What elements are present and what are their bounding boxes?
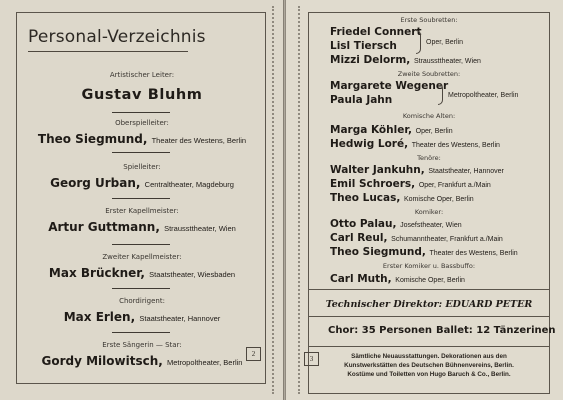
person-name: Gordy Milowitsch, bbox=[41, 354, 163, 368]
divider bbox=[112, 112, 170, 113]
person-name: Carl Muth, bbox=[330, 273, 392, 285]
stitch-dots bbox=[272, 6, 274, 394]
section-artistischer-leiter bbox=[18, 70, 266, 103]
person-name: Otto Palau, bbox=[330, 218, 397, 230]
person-entry bbox=[330, 138, 500, 152]
person-entry bbox=[330, 178, 491, 192]
chorus-count: Chor: 35 Personen bbox=[328, 325, 433, 336]
person-engagement: Komische Oper, Berlin bbox=[404, 196, 474, 203]
shared-engagement: Metropoltheater, Berlin bbox=[448, 92, 519, 99]
page-number: 2 bbox=[246, 347, 261, 361]
person-entry bbox=[330, 232, 503, 246]
person-name: Hedwig Loré, bbox=[330, 138, 409, 150]
person-name: Theo Siegmund, bbox=[37, 132, 148, 146]
person-entry bbox=[18, 310, 266, 326]
person-engagement: Centraltheater, Magdeburg bbox=[144, 180, 234, 189]
person-engagement: Komische Oper, Berlin bbox=[395, 277, 465, 284]
divider bbox=[112, 288, 170, 289]
person-engagement: Straussttheater, Wien bbox=[413, 58, 481, 65]
divider bbox=[112, 332, 170, 333]
person-name: Marga Köhler, bbox=[330, 124, 412, 136]
person-entry bbox=[330, 124, 453, 138]
person-engagement: Theater des Westens, Berlin bbox=[429, 250, 518, 257]
role-label: Erster Kapellmeister: bbox=[105, 207, 179, 215]
person-name: Gustav Bluhm bbox=[81, 87, 203, 103]
role-label-erster-komiker: Erster Komiker u. Bassbuffo: bbox=[382, 262, 476, 270]
person-entry bbox=[330, 246, 518, 260]
role-label: Erste Sängerin — Star: bbox=[102, 341, 182, 349]
technical-director: Technischer Direktor: EDUARD PETER bbox=[325, 299, 533, 310]
divider bbox=[112, 198, 170, 199]
stitch-dots bbox=[298, 6, 300, 394]
person-entry bbox=[330, 218, 462, 232]
role-label-tenoere: Tenöre: bbox=[417, 154, 441, 162]
person-entry bbox=[330, 164, 504, 178]
section-erste-saengerin bbox=[18, 340, 266, 370]
divider bbox=[112, 152, 170, 153]
role-label-komische-alten: Komische Alten: bbox=[402, 112, 456, 120]
shared-engagement: Oper, Berlin bbox=[426, 39, 463, 46]
person-entry bbox=[330, 192, 474, 206]
person-engagement: Theater des Westens, Berlin bbox=[411, 142, 500, 149]
role-label-komiker: Komiker: bbox=[414, 208, 444, 216]
role-label-erste-soubretten: Erste Soubretten: bbox=[400, 16, 458, 24]
section-zweiter-kapellmeister bbox=[18, 252, 266, 282]
role-label: Zweiter Kapellmeister: bbox=[102, 253, 182, 261]
person-engagement: Straussttheater, Wien bbox=[164, 224, 236, 233]
role-label: Oberspielleiter: bbox=[115, 119, 169, 127]
person-engagement: Metropoltheater, Berlin bbox=[167, 358, 243, 367]
right-page bbox=[286, 0, 563, 400]
ballet-count: Ballet: 12 Tänzerinen bbox=[436, 325, 556, 336]
person-entry bbox=[18, 176, 266, 192]
person-entry bbox=[18, 354, 266, 370]
person-name: Margarete Wegener bbox=[330, 80, 449, 92]
person-engagement: Staatstheater, Hannover bbox=[428, 168, 504, 175]
person-engagement: Theater des Westens, Berlin bbox=[151, 136, 247, 145]
person-entry bbox=[330, 273, 465, 287]
person-name: Max Erlen, bbox=[63, 310, 136, 324]
person-engagement: Staatstheater, Hannover bbox=[139, 314, 221, 323]
section-oberspielleiter bbox=[18, 118, 266, 148]
person-name: Walter Jankuhn, bbox=[330, 164, 425, 176]
page-title: Personal-Verzeichnis bbox=[28, 24, 188, 52]
person-name: Carl Reul, bbox=[330, 232, 388, 244]
person-name: Max Brückner, bbox=[48, 266, 145, 280]
brace bbox=[416, 30, 421, 54]
section-spielleiter bbox=[18, 162, 266, 192]
person-name: Lisl Tiersch bbox=[330, 40, 397, 52]
person-name: Theo Siegmund, bbox=[330, 246, 426, 258]
person-engagement: Oper, Frankfurt a./Main bbox=[418, 182, 491, 189]
footer-line: Sämtliche Neuausstattungen. Dekorationen aus den bbox=[351, 353, 507, 360]
brace bbox=[438, 83, 443, 105]
person-name: Theo Lucas, bbox=[330, 192, 401, 204]
footer-line: Kostüme und Toiletten von Hugo Baruch & Co., Berlin. bbox=[347, 371, 511, 378]
person-name: Mizzi Delorm, bbox=[330, 54, 411, 66]
divider bbox=[308, 346, 550, 347]
divider bbox=[308, 289, 550, 290]
person-entry bbox=[18, 132, 266, 148]
role-label-zweite-soubretten: Zweite Soubretten: bbox=[397, 70, 461, 78]
person-entry bbox=[330, 54, 481, 68]
person-entry bbox=[18, 220, 266, 236]
person-name: Georg Urban, bbox=[50, 176, 141, 190]
divider bbox=[112, 244, 170, 245]
person-name: Emil Schroers, bbox=[330, 178, 416, 190]
person-engagement: Staatstheater, Wiesbaden bbox=[149, 270, 236, 279]
role-label: Chordirigent: bbox=[119, 297, 165, 305]
person-name: Artur Guttmann, bbox=[48, 220, 160, 234]
person-engagement: Oper, Berlin bbox=[415, 128, 453, 135]
person-name: Paula Jahn bbox=[330, 94, 393, 106]
footer-line: Kunstwerkstätten des Deutschen Bühnenvereins, Berlin. bbox=[344, 362, 514, 369]
role-label: Artistischer Leiter: bbox=[109, 71, 175, 79]
person-entry bbox=[18, 266, 266, 282]
section-chordirigent bbox=[18, 296, 266, 326]
page-number: 3 bbox=[304, 352, 319, 366]
person-engagement: Josefstheater, Wien bbox=[400, 222, 462, 229]
person-name: Friedel Connert bbox=[330, 26, 422, 38]
person-engagement: Schumanntheater, Frankfurt a./Main bbox=[391, 236, 503, 243]
section-erster-kapellmeister bbox=[18, 206, 266, 236]
role-label: Spielleiter: bbox=[123, 163, 161, 171]
divider bbox=[308, 316, 550, 317]
